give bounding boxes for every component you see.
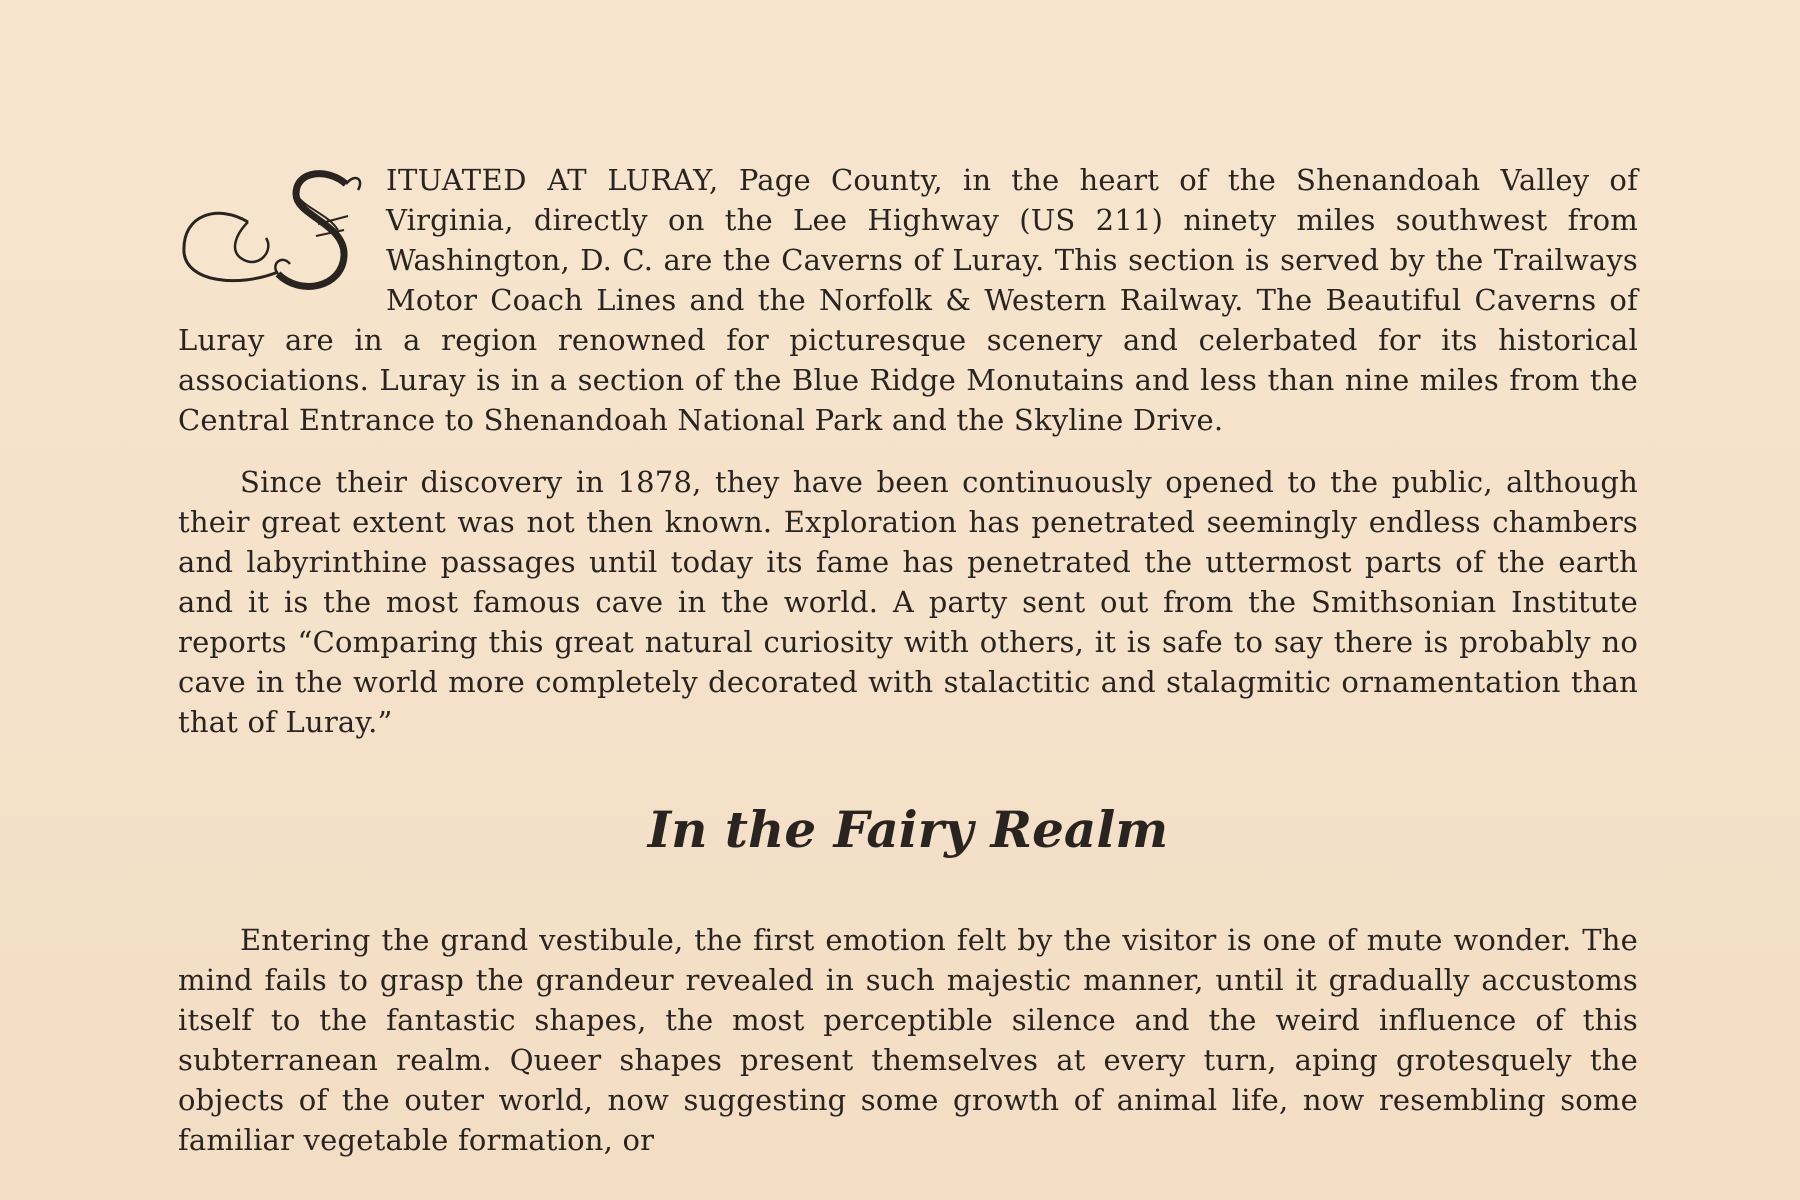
- discovery-paragraph: Since their discovery in 1878, they have been continuously opened to the public, although their great extent was not then known. Exploration has penetrated seemingly endless chambers and labyrinthine passages until today its fame has penetrated the uttermost parts of the earth and it is the most famous cave in the world. A party sent out from the Smithsonian Institute reports “Comparing this great natural curiosity with others, it is safe to say there is probably no cave in the world more completely decorated with stalactitic and stalagmitic ornamentation than that of Luray.”: [178, 465, 1638, 739]
- svg-text:S: S: [178, 164, 179, 165]
- ornamental-drop-cap-s: [178, 164, 366, 304]
- section-heading: In the Fairy Realm: [647, 800, 1169, 859]
- fairy-realm-paragraph: Entering the grand vestibule, the first emotion felt by the visitor is one of mute wonder. The mind fails to grasp the grandeur revealed in such majestic manner, until it gradually accustoms itself to the fantastic shapes, the most perceptible silence and the weird influence of this subterranean realm. Queer shapes present themselves at every turn, aping grotesquely the objects of the outer world, now suggesting some growth of animal life, now resembling some familiar vegetable formation, or: [178, 923, 1638, 1157]
- text-block: [178, 160, 1638, 1160]
- intro-lead-text: ITUATED AT LURAY,: [386, 163, 719, 197]
- intro-body-text: Page County, in the heart of the Shenandoah Valley of Virginia, directly on the Lee Highway (US 211) ninety miles southwest from Washington, D. C. are the Caverns of Luray. This section is served by the Trailways Motor Coach Lines and the Norfolk & Western Railway. The Beautiful Caverns of Luray are in a region renowned for picturesque scenery and celerbated for its historical associations. Luray is in a section of the Blue Ridge Monutains and less than nine miles from the Central Entrance to Shenandoah National Park and the Skyline Drive.: [178, 163, 1638, 437]
- intro-paragraph: [178, 160, 1638, 440]
